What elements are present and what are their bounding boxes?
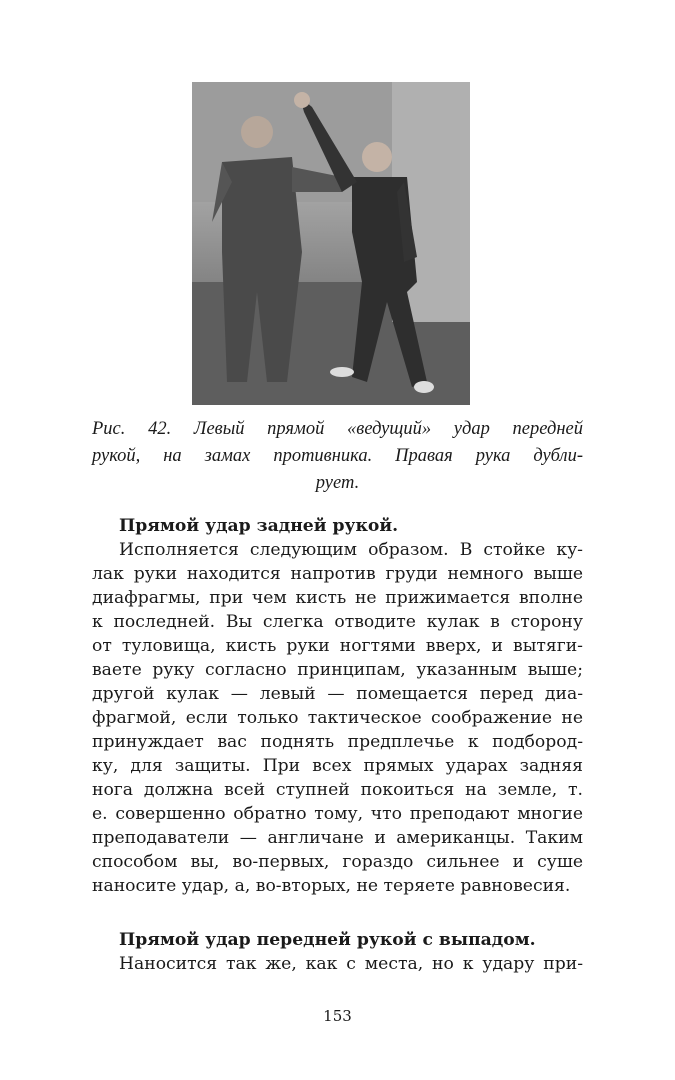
text-line: ваете руку согласно принципам, указанным выше; [92,660,583,680]
figure-caption [92,416,583,497]
text-line: фрагмой, если только тактическое соображение не [92,708,583,728]
page-number: 153 [323,1007,352,1025]
text-line: лак руки находится напротив груди немного выше [92,564,583,584]
section-heading: Прямой удар задней рукой. [119,516,399,536]
section-rear-hand-punch [92,514,583,898]
text-line: наносите удар, а, во-вторых, не теряете равновесия. [92,876,571,896]
caption-line: Рис. 42. Левый прямой «ведущий» удар передней [92,419,583,439]
text-line: нога должна всей ступней покоиться на земле, т. [92,780,583,800]
text-line: ку, для защиты. При всех прямых ударах задняя [92,756,583,776]
text-line: Наносится так же, как с места, но к удару при- [119,954,583,974]
text-line: от туловища, кисть руки ногтями вверх, и вытяги- [92,636,583,656]
text-line: другой кулак — левый — помещается перед диа- [92,684,583,704]
caption-line: рует. [315,473,360,493]
figure-photo [192,82,470,405]
text-line: принуждает вас поднять предплечье к подбород- [92,732,583,752]
caption-line: рукой, на замах противника. Правая рука дубли- [92,446,583,466]
text-line: преподаватели — англичане и американцы. Таким [92,828,583,848]
text-line: способом вы, во-первых, гораздо сильнее и суше [92,852,583,872]
section-front-hand-lunge [92,928,583,976]
text-line: диафрагмы, при чем кисть не прижимается вполне [92,588,583,608]
section-heading: Прямой удар передней рукой с выпадом. [119,930,536,950]
text-line: к последней. Вы слегка отводите кулак в сторону [92,612,583,632]
text-line: Исполняется следующим образом. В стойке ку- [119,540,583,560]
text-line: е. совершенно обратно тому, что преподают многие [92,804,583,824]
